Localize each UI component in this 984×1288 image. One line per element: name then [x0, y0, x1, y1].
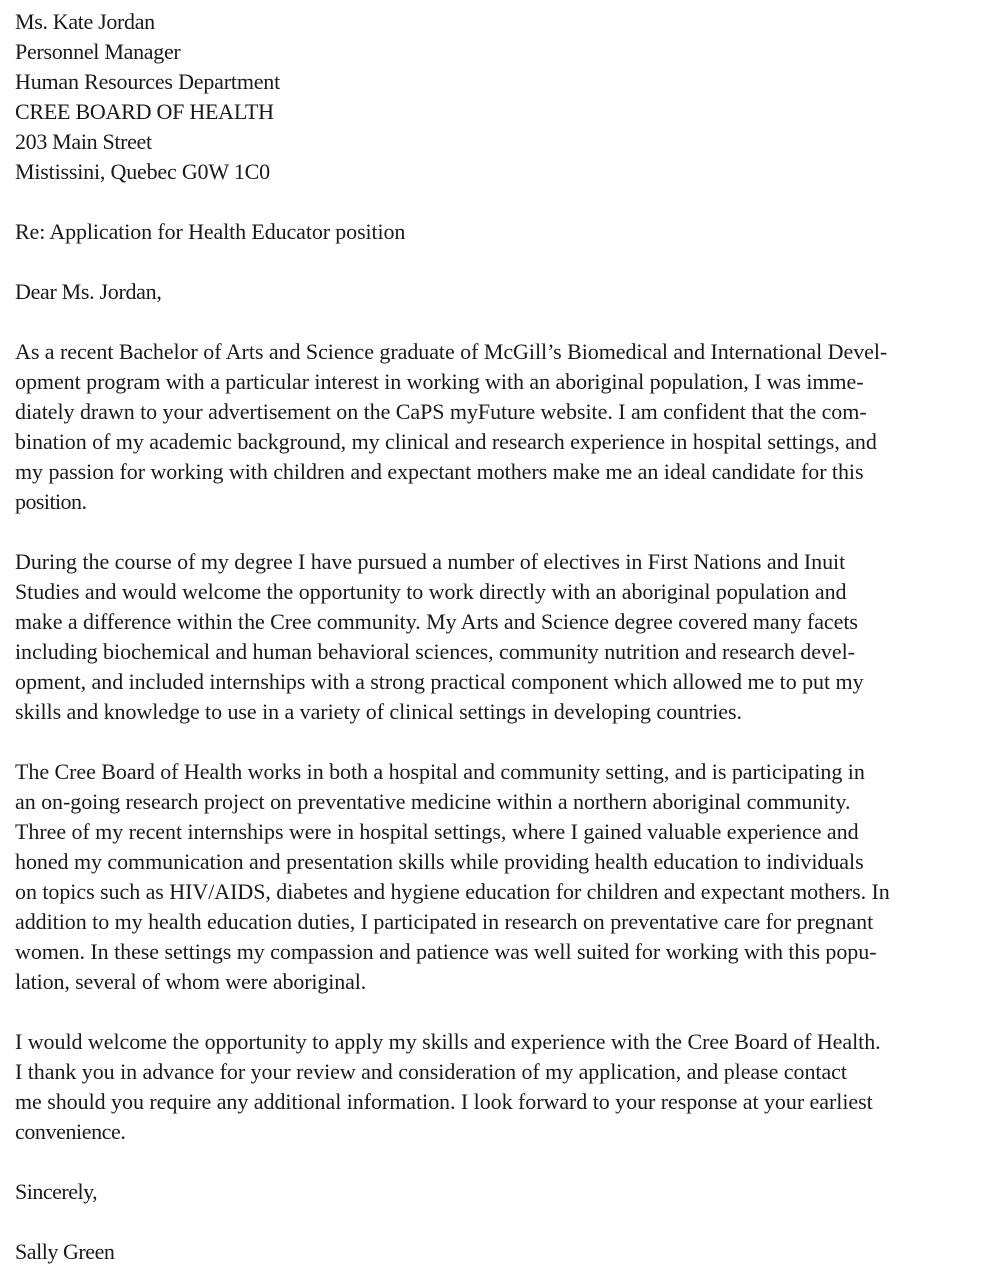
- paragraph-line: women. In these settings my compassion and patience was well suited for working with this popu-: [15, 939, 877, 964]
- salutation: Dear Ms. Jordan,: [15, 279, 162, 304]
- recipient-organization: CREE BOARD OF HEALTH: [15, 99, 274, 124]
- paragraph-line: The Cree Board of Health works in both a hospital and community setting, and is participating in: [15, 759, 865, 784]
- paragraph-line: addition to my health education duties, I participated in research on preventative care for pregnant: [15, 909, 874, 934]
- cover-letter: [15, 7, 975, 1267]
- paragraph-line: Three of my recent internships were in hospital settings, where I gained valuable experience and: [15, 819, 859, 844]
- paragraph-line: convenience.: [15, 1119, 126, 1144]
- paragraph-line: me should you require any additional information. I look forward to your response at your earliest: [15, 1089, 873, 1114]
- paragraph-line: my passion for working with children and expectant mothers make me an ideal candidate for this: [15, 459, 864, 484]
- paragraph-line: on topics such as HIV/AIDS, diabetes and hygiene education for children and expectant mothers. In: [15, 879, 890, 904]
- paragraph-line: bination of my academic background, my clinical and research experience in hospital settings, and: [15, 429, 877, 454]
- paragraph-line: including biochemical and human behavioral sciences, community nutrition and research devel-: [15, 639, 855, 664]
- paragraph-line: diately drawn to your advertisement on the CaPS myFuture website. I am confident that the com-: [15, 399, 867, 424]
- paragraph-line: skills and knowledge to use in a variety of clinical settings in developing countries.: [15, 699, 742, 724]
- paragraph-line: lation, several of whom were aboriginal.: [15, 969, 367, 994]
- closing: Sincerely,: [15, 1179, 98, 1204]
- paragraph-1: [15, 337, 975, 517]
- paragraph-4: [15, 1027, 975, 1147]
- recipient-street: 203 Main Street: [15, 129, 152, 154]
- paragraph-line: As a recent Bachelor of Arts and Science graduate of McGill’s Biomedical and International Devel-: [15, 339, 888, 364]
- paragraph-line: I would welcome the opportunity to apply my skills and experience with the Cree Board of Health.: [15, 1029, 881, 1054]
- paragraph-line: I thank you in advance for your review and consideration of my application, and please contact: [15, 1059, 847, 1084]
- paragraph-line: During the course of my degree I have pursued a number of electives in First Nations and Inuit: [15, 549, 846, 574]
- paragraph-line: an on-going research project on preventative medicine within a northern aboriginal community.: [15, 789, 851, 814]
- paragraph-3: [15, 757, 975, 997]
- paragraph-line: Studies and would welcome the opportunity to work directly with an aboriginal population and: [15, 579, 847, 604]
- paragraph-line: make a difference within the Cree community. My Arts and Science degree covered many facets: [15, 609, 858, 634]
- recipient-city: Mistissini, Quebec G0W 1C0: [15, 159, 270, 184]
- paragraph-line: position.: [15, 489, 87, 514]
- paragraph-line: opment, and included internships with a strong practical component which allowed me to put my: [15, 669, 864, 694]
- paragraph-line: opment program with a particular interest in working with an aboriginal population, I was imme-: [15, 369, 864, 394]
- paragraph-2: [15, 547, 975, 727]
- paragraph-line: honed my communication and presentation skills while providing health education to individuals: [15, 849, 864, 874]
- recipient-title: Personnel Manager: [15, 39, 181, 64]
- signature-name: Sally Green: [15, 1239, 115, 1264]
- recipient-address: [15, 7, 975, 187]
- recipient-name: Ms. Kate Jordan: [15, 9, 155, 34]
- subject-line: Re: Application for Health Educator position: [15, 219, 406, 244]
- recipient-department: Human Resources Department: [15, 69, 281, 94]
